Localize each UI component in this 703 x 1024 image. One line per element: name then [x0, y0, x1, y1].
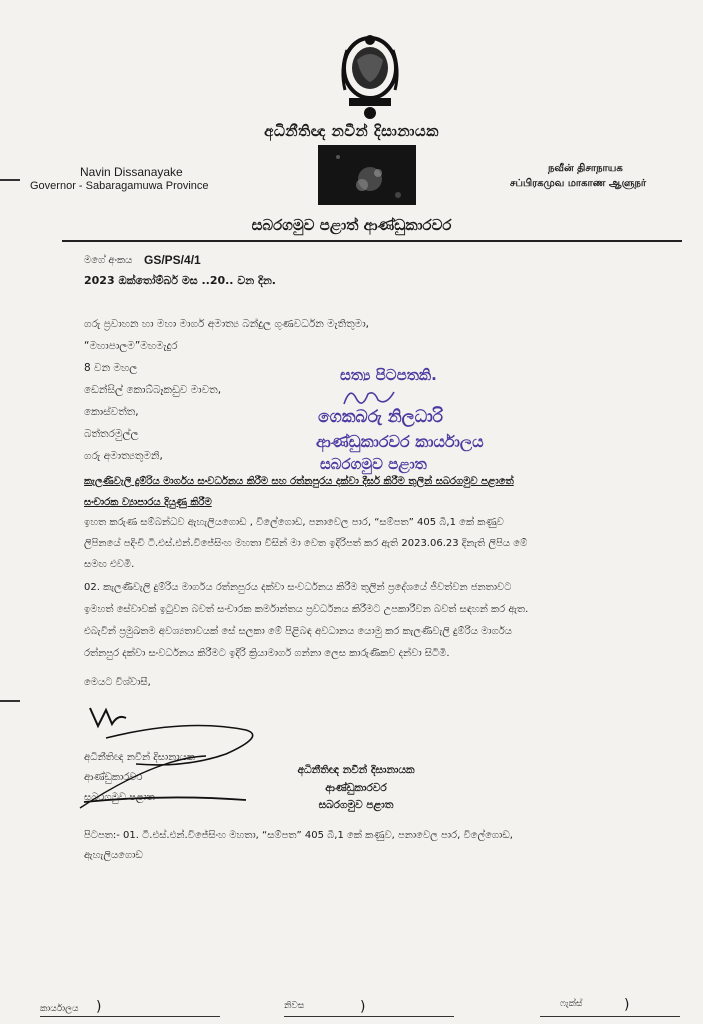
- salutation: ගරු අමාත්‍යතුමනි,: [84, 450, 163, 462]
- body-line: එබැවින් ප්‍රමුඛතම අවශ්‍යතාවයක් සේ සලකා මේ පිළිබඳ අවධානය යොමු කර කැලණිවැලි දුම්රිය මාර්ගය: [84, 626, 512, 637]
- name-tamil: நவீன் திசாநாயக: [548, 163, 623, 174]
- governor-title-sinhala: අධිනීතිඥ නවීන් දිසානායක: [264, 122, 439, 140]
- title-tamil: சப்பிரகமுவ மாகாண ஆளுநர்: [510, 178, 647, 189]
- signatory-province-right: සබරගමුව පළාත: [318, 799, 394, 811]
- body-line: 02. කැලණිවැලි දුම්රිය මාර්ගය රත්නපුරය දක්වා සංවර්ධනය කිරීම තුලින් ප්‍රදේශයේ ජීවත්වන ජනතාවට: [84, 582, 512, 593]
- body-line: ඉමහත් සේවාවක් ඉටුවන බවත් සංචාරක කර්මාන්තය ප්‍රවර්ධනය කිරීමට උපකාරීවන බවත් සඳහන් කර ඇත.: [84, 604, 529, 615]
- stamp-line: සබරගමුව පළාත: [320, 455, 427, 473]
- footer-home-label: නිවස: [284, 1001, 305, 1011]
- sri-lanka-emblem-icon: [335, 30, 405, 125]
- footer-office-label: කාර්යාලය: [40, 1004, 79, 1014]
- subject-line: කැලණිවැලි දුම්රිය මාර්ගය සංවර්ධනය කිරීම සහ රත්නපුරය දක්වා දීර්ඝ කිරීම තුලින් සබරගමුව පළාතේ: [84, 476, 514, 487]
- body-line: ඉහත කරුණ සම්බන්ධව ඇහැලියගොඩ , විලේගොඩ, පනාවෙල පාර, “සම්පත” 405 බී,1 කේ කණුව: [84, 517, 504, 528]
- footer-divider: [540, 1016, 680, 1017]
- addressee-line: කොස්වත්ත,: [84, 406, 139, 418]
- edge-mark: [0, 700, 20, 702]
- body-line: සමඟ එවමි.: [84, 559, 135, 570]
- edge-mark: [0, 179, 20, 181]
- footer-fax-value: ): [624, 997, 630, 1013]
- governor-photo: [318, 145, 416, 205]
- subject-line: සංචාරක ව්‍යාපාරය දියුණු කිරීම: [84, 497, 212, 508]
- closing: මෙයට විශ්වාසී,: [84, 677, 151, 688]
- footer-fax-label: ෆැක්ස්: [560, 999, 583, 1009]
- stamp-line: ගෙකබරු නිලධාරි: [318, 407, 444, 427]
- office-heading: සබරගමුව පළාත් ආණ්ඩුකාරවර: [251, 216, 452, 234]
- footer-divider: [40, 1016, 220, 1017]
- copies-line: ඇහැලියගොඩ: [84, 850, 143, 861]
- addressee-line: “මහාපාලම”මහමැදුර: [84, 340, 178, 352]
- footer-office-value: ): [96, 999, 102, 1015]
- signatory-title-right: ආණ්ඩුකාරවර: [325, 782, 387, 794]
- signatory-province-left: සබරගමුව පළාත: [84, 792, 155, 803]
- body-line: රත්නපුර දක්වා සංවර්ධනය කිරීමට ඉදිරි ක්‍රියාමාර්ග ගන්නා ලෙස කාරුණිකව දන්වා සිටිමි.: [84, 648, 450, 659]
- signatory-name-right: අධිනීතිඥ නවීන් දිසානායක: [297, 764, 415, 776]
- name-english: Navin Dissanayake: [80, 165, 183, 179]
- addressee-line: ගරු ප්‍රවාහන හා මහා මාර්ග අමාත්‍ය බන්දුල ගුණවර්ධන මැතිතුමා,: [84, 318, 370, 330]
- header-divider: [62, 240, 682, 242]
- footer-divider: [284, 1016, 454, 1017]
- addressee-line: ඩෙන්සිල් කොබ්බෑකඩුව මාවත,: [84, 384, 222, 396]
- stamp-line: ආණ්ඩුකාරවර කාර්යාලය: [316, 432, 484, 451]
- addressee-line: බත්තරමුල්ල: [84, 428, 139, 440]
- footer-home-value: ): [360, 999, 366, 1015]
- title-english: Governor - Sabaragamuwa Province: [30, 180, 209, 192]
- reference-number: GS/PS/4/1: [144, 253, 201, 267]
- signatory-name-left: අධිනීතිඥ නවීන් දිසානායක: [84, 752, 195, 763]
- signatory-title-left: ආණ්ඩුකාරවර: [84, 772, 143, 783]
- body-line: ලිපිනයේ පදිංචි ටී.එස්.එන්.විජේසිංහ මහතා විසින් මා වෙත ඉදිරිපත් කර ඇති 2023.06.23 දිනැති ලිපිය මේ: [84, 538, 528, 549]
- letter-date: 2023 ඔක්තෝම්බර් මස ..20.. වන දින.: [84, 274, 276, 287]
- stamp-line: සත්‍ය පිටපතකි.: [340, 366, 437, 384]
- copies-line: පිටපත:- 01. ටී.එස්.එන්.විජේසිංහ මහතා, “සම්පත” 405 බී,1 කේ කණුව, පනාවෙල පාර, විලේගොඩ,: [84, 830, 513, 841]
- reference-label: මගේ අංකය: [84, 255, 133, 266]
- addressee-line: 8 වන මහල: [84, 362, 138, 374]
